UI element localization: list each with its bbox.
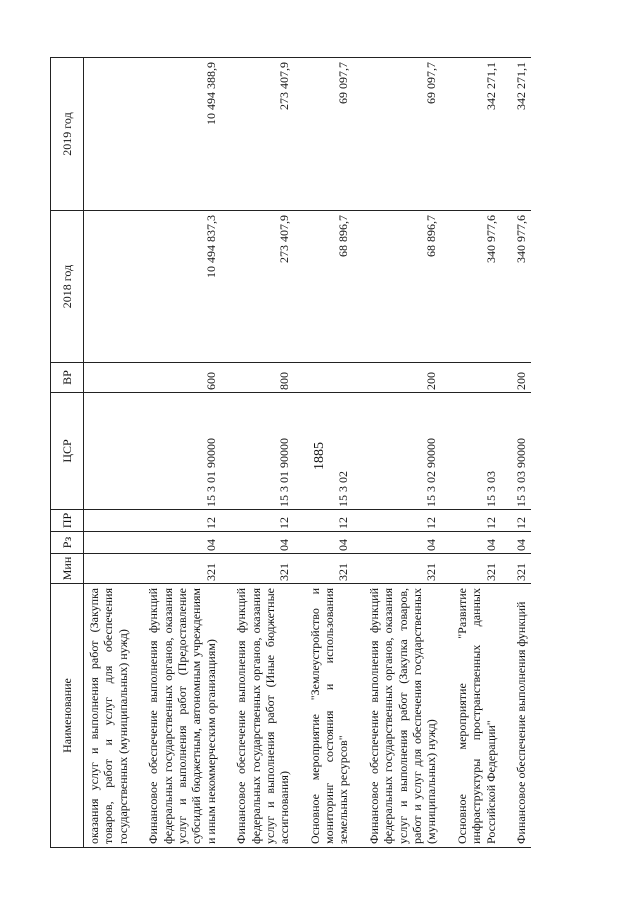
row-min: 321: [452, 554, 501, 584]
row-2018: 340 977,6: [452, 211, 501, 363]
row-min: 321: [143, 554, 221, 584]
row-min: 321: [511, 554, 531, 584]
row-pr: 12: [364, 510, 442, 532]
row-rz: 04: [511, 532, 531, 554]
row-vr: 600: [143, 363, 221, 393]
budget-table: [50, 57, 531, 848]
row-2019: 69 097,7: [305, 58, 354, 211]
row-csr: 15 3 03 90000: [511, 393, 531, 510]
row-name: Финансовое обеспечение выполнения функций: [511, 584, 531, 848]
row-vr: 800: [231, 363, 295, 393]
column-header-rz: Рз: [51, 532, 84, 554]
row-csr: 15 3 02 90000: [364, 393, 442, 510]
row-pr: 12: [452, 510, 501, 532]
row-vr: 200: [511, 363, 531, 393]
row-2019: 342 271,1: [452, 58, 501, 211]
table-body: [84, 58, 532, 848]
table-row: [364, 58, 442, 848]
row-csr: 15 3 02: [305, 393, 354, 510]
column-header-name: Наименование: [51, 584, 84, 848]
column-header-pr: ПР: [51, 510, 84, 532]
page-number: 1885: [312, 442, 327, 470]
column-header-min: Мин: [51, 554, 84, 584]
row-2018: 68 896,7: [364, 211, 442, 363]
row-2018: 273 407,9: [231, 211, 295, 363]
row-gap: [133, 58, 143, 848]
row-pr: 12: [305, 510, 354, 532]
row-name: Финансовое обеспечение выполнения функций федеральных государственных органов, оказания услуг и выполнения работ (Закупка товаров, работ и услуг для обеспечения государственных (муниципальных) нужд): [364, 584, 442, 848]
row-gap: [221, 58, 231, 848]
row-rz: 04: [452, 532, 501, 554]
row-csr: 15 3 01 90000: [143, 393, 221, 510]
row-2018: 340 977,6: [511, 211, 531, 363]
rotated-table-container: [50, 58, 610, 848]
table-header: [51, 58, 84, 848]
table-row: [84, 58, 134, 848]
row-csr: [84, 393, 134, 510]
row-2019: 69 097,7: [364, 58, 442, 211]
row-csr: 15 3 03: [452, 393, 501, 510]
row-name: оказания услуг и выполнения работ (Закупка товаров, работ и услуг для обеспечения государственных (муниципальных) нужд): [84, 584, 134, 848]
column-header-2018: 2018 год: [51, 211, 84, 363]
row-pr: [84, 510, 134, 532]
column-header-csr: ЦСР: [51, 393, 84, 510]
row-name: Основное мероприятие "Землеустройство и мониторинг состояния и использования земельных ресурсов": [305, 584, 354, 848]
row-rz: 04: [364, 532, 442, 554]
row-vr: [84, 363, 134, 393]
row-pr: 12: [511, 510, 531, 532]
row-pr: 12: [143, 510, 221, 532]
table-row: [305, 58, 354, 848]
row-rz: 04: [231, 532, 295, 554]
row-name: Финансовое обеспечение выполнения функций федеральных государственных органов, оказания услуг и выполнения работ (Иные бюджетные ассигнования): [231, 584, 295, 848]
row-min: [84, 554, 134, 584]
row-pr: 12: [231, 510, 295, 532]
table-row: [452, 58, 501, 848]
row-gap: [295, 58, 305, 848]
header-row: [51, 58, 84, 848]
column-header-vr: ВР: [51, 363, 84, 393]
row-gap: [354, 58, 364, 848]
row-min: 321: [231, 554, 295, 584]
row-gap: [501, 58, 511, 848]
row-min: 321: [305, 554, 354, 584]
table-row: [511, 58, 531, 848]
row-gap: [442, 58, 452, 848]
row-2019: [84, 58, 134, 211]
table-row: [143, 58, 221, 848]
row-2018: [84, 211, 134, 363]
row-2019: 342 271,1: [511, 58, 531, 211]
row-vr: [305, 363, 354, 393]
row-2018: 68 896,7: [305, 211, 354, 363]
row-csr: 15 3 01 90000: [231, 393, 295, 510]
table-row: [231, 58, 295, 848]
row-vr: [452, 363, 501, 393]
row-2018: 10 494 837,3: [143, 211, 221, 363]
row-min: 321: [364, 554, 442, 584]
row-name: Основное мероприятие "Развитие инфраструктуры пространственных данных Российской Федерации": [452, 584, 501, 848]
row-rz: [84, 532, 134, 554]
row-rz: 04: [305, 532, 354, 554]
row-2019: 10 494 388,9: [143, 58, 221, 211]
row-2019: 273 407,9: [231, 58, 295, 211]
row-rz: 04: [143, 532, 221, 554]
column-header-2019: 2019 год: [51, 58, 84, 211]
row-name: Финансовое обеспечение выполнения функций федеральных государственных органов, оказания услуг и выполнения работ (Предоставление субсидий бюджетным, автономным учреждениям и иным некоммерческим организациям): [143, 584, 221, 848]
row-vr: 200: [364, 363, 442, 393]
